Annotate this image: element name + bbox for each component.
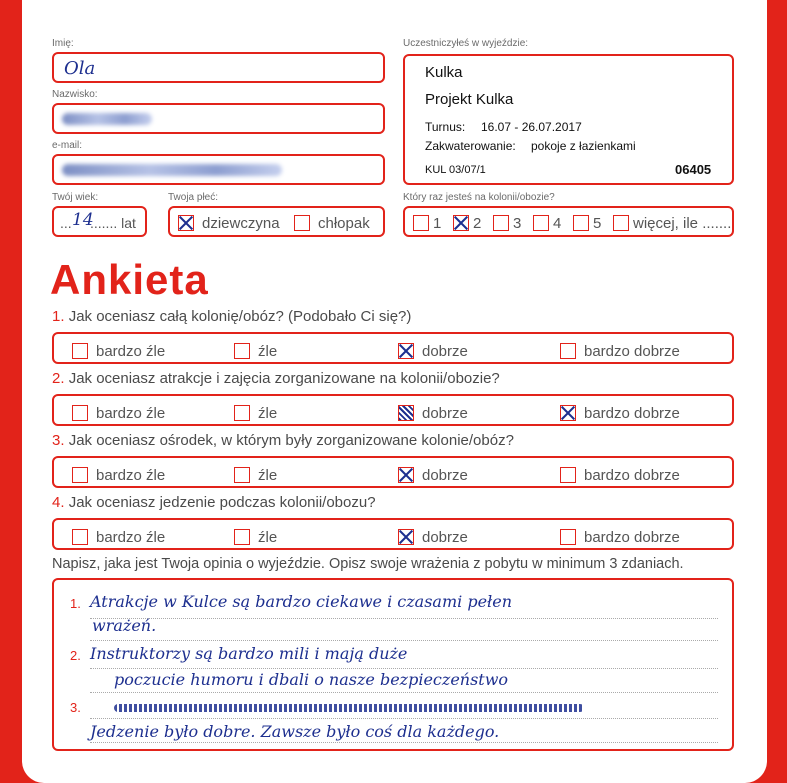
opinion-line-5: Jedzenie było dobre. Zawsze było coś dla każdego. [90,722,500,741]
surname-field[interactable] [52,103,385,134]
gender-field [168,206,385,237]
accommodation-label: Zakwaterowanie: [425,139,516,153]
q3-option-bardzo-dobrze[interactable]: bardzo dobrze [560,466,680,484]
q4-option-dobrze[interactable]: dobrze [398,528,468,546]
times-field [403,206,734,237]
age-value: 14 [72,210,94,230]
times-option-5[interactable]: 5 [573,214,601,232]
q3-option-zle[interactable]: źle [234,466,277,484]
q1-option-bardzo-dobrze[interactable]: bardzo dobrze [560,342,680,360]
gender-female-checkbox[interactable] [178,215,194,231]
camp-name: Kulka [425,64,463,81]
opinion-line-2: wrażeń. [92,616,157,635]
q3-option-dobrze[interactable]: dobrze [398,466,468,484]
gender-label: Twoja płeć: [168,192,219,203]
times-option-2[interactable]: 2 [453,214,481,232]
opinion-number-2: 2. [70,648,81,663]
times-option-1[interactable]: 1 [413,214,441,232]
redacted-email [62,164,282,176]
times-label: Który raz jesteś na kolonii/obozie? [403,192,555,203]
answer-row-3 [52,456,734,488]
q3-option-bardzo-zle[interactable]: bardzo źle [72,466,165,484]
times-option-more[interactable]: więcej, ile ....... [613,214,731,232]
gender-male-checkbox[interactable] [294,215,310,231]
q2-option-bardzo-dobrze[interactable]: bardzo dobrze [560,404,680,422]
age-field[interactable] [52,206,147,237]
gender-male-option[interactable]: chłopak [294,214,370,232]
opinion-textarea[interactable] [52,578,734,751]
answer-row-1 [52,332,734,364]
age-suffix: ....... lat [90,215,136,231]
answer-row-4 [52,518,734,550]
q2-option-zle[interactable]: źle [234,404,277,422]
q1-option-dobrze[interactable]: dobrze [398,342,468,360]
survey-sheet [22,0,767,783]
turnus-label: Turnus: [425,120,466,134]
opinion-line-3: Instruktorzy są bardzo mili i mają duże [90,644,408,663]
turnus-value: 16.07 - 26.07.2017 [481,120,582,134]
trip-label: Uczestniczyłeś w wyjeździe: [403,38,529,49]
q1-option-zle[interactable]: źle [234,342,277,360]
q4-option-bardzo-dobrze[interactable]: bardzo dobrze [560,528,680,546]
survey-title: Ankieta [50,256,209,303]
times-option-3[interactable]: 3 [493,214,521,232]
opinion-line-1: Atrakcje w Kulce są bardzo ciekawe i czasami pełen [90,592,512,611]
opinion-number-3: 3. [70,700,81,715]
times-option-4[interactable]: 4 [533,214,561,232]
email-field[interactable] [52,154,385,185]
camp-number: 06405 [675,162,712,177]
name-field[interactable] [52,52,385,83]
q2-option-bardzo-zle[interactable]: bardzo źle [72,404,165,422]
opinion-number-1: 1. [70,596,81,611]
question-4: 4. Jak oceniasz jedzenie podczas kolonii/obozu? [52,494,376,511]
surname-label: Nazwisko: [52,89,98,100]
q1-option-bardzo-zle[interactable]: bardzo źle [72,342,165,360]
answer-row-2 [52,394,734,426]
email-label: e-mail: [52,140,83,151]
accommodation-value: pokoje z łazienkami [531,139,636,153]
opinion-prompt: Napisz, jaka jest Twoja opinia o wyjeździe. Opisz swoje wrażenia z pobytu w minimum 3 zdaniach. [52,556,684,572]
question-3: 3. Jak oceniasz ośrodek, w którym były zorganizowane kolonie/obóz? [52,432,514,449]
camp-code: KUL 03/07/1 [425,164,486,176]
age-label: Twój wiek: [52,192,99,203]
name-value: Ola [64,58,96,79]
redacted-surname [62,113,152,125]
opinion-line-4: poczucie humoru i dbali o nasze bezpieczeństwo [114,670,509,689]
camp-info-box [403,54,734,185]
crossed-out-scribble [114,704,584,712]
question-2: 2. Jak oceniasz atrakcje i zajęcia zorganizowane na kolonii/obozie? [52,370,500,387]
scribbled-out-checkbox[interactable] [398,405,414,421]
q4-option-zle[interactable]: źle [234,528,277,546]
q4-option-bardzo-zle[interactable]: bardzo źle [72,528,165,546]
gender-female-option[interactable]: dziewczyna [178,214,280,232]
question-1: 1. Jak oceniasz całą kolonię/obóz? (Podobało Ci się?) [52,308,412,325]
name-label: Imię: [52,38,74,49]
q2-option-dobrze[interactable]: dobrze [398,404,468,422]
camp-project: Projekt Kulka [425,91,514,108]
age-prefix: ... [60,215,72,231]
